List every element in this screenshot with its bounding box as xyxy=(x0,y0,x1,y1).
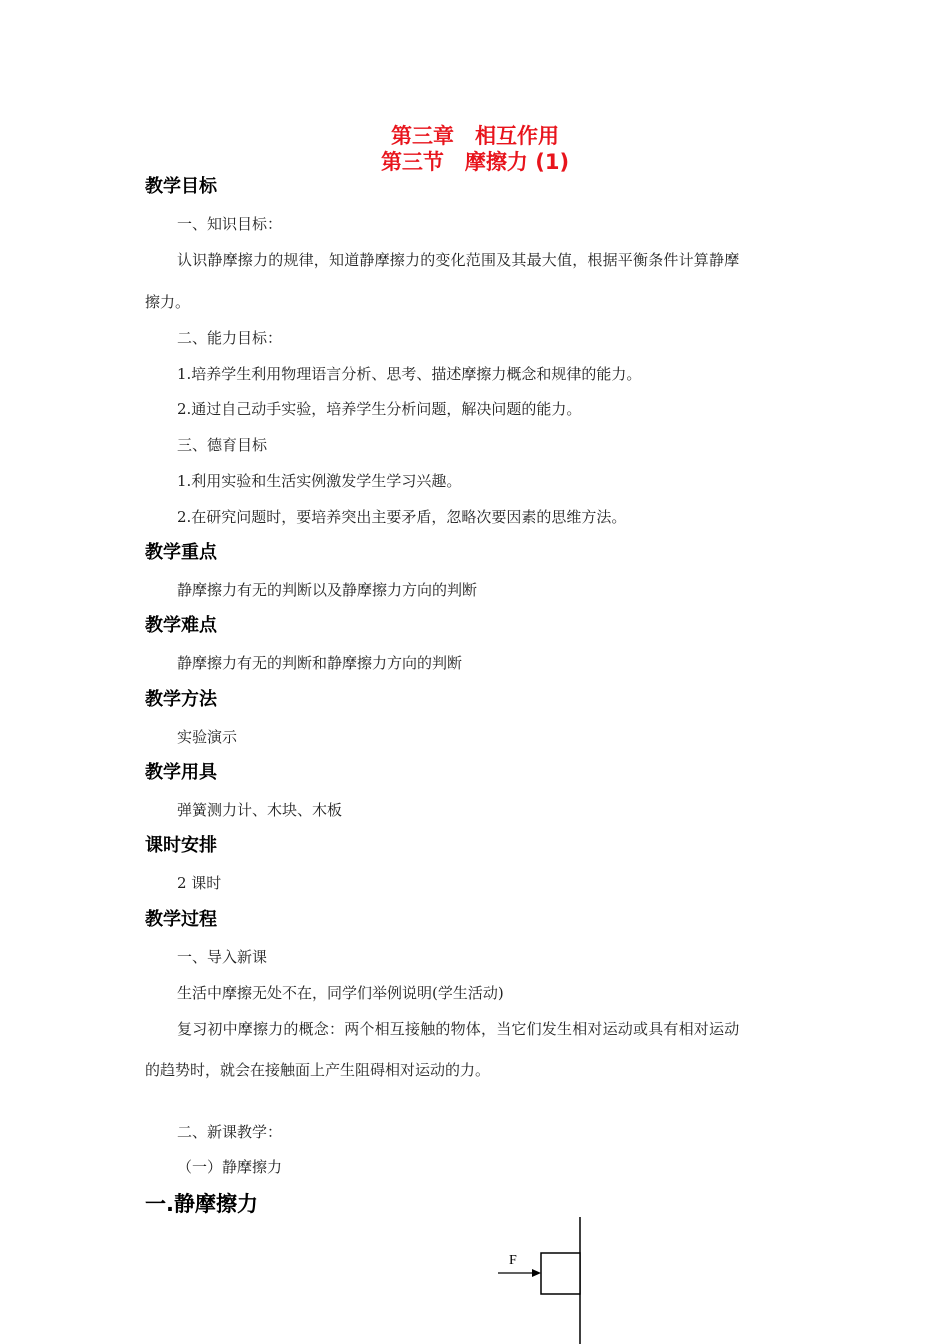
chapter-title: 第三章 相互作用 xyxy=(391,124,559,148)
key-points-heading: 教学重点 xyxy=(145,542,217,563)
force-label: F xyxy=(509,1253,517,1268)
schedule-heading: 课时安排 xyxy=(145,835,217,856)
section-title: 第三节 摩擦力 (1) xyxy=(380,150,570,174)
knowledge-objective-text-line2: 擦力。 xyxy=(145,293,191,311)
new-lesson-heading: 二、新课教学： xyxy=(177,1123,283,1141)
static-friction-subheading: （一）静摩擦力 xyxy=(177,1158,283,1176)
process-heading: 教学过程 xyxy=(145,909,217,930)
schedule-text: 2 课时 xyxy=(177,874,222,892)
key-points-text: 静摩擦力有无的判断以及静摩擦力方向的判断 xyxy=(177,581,478,599)
static-friction-section-heading: 一.静摩擦力 xyxy=(145,1192,258,1216)
method-heading: 教学方法 xyxy=(145,689,217,710)
tools-text: 弹簧测力计、木块、木板 xyxy=(177,801,343,819)
method-text: 实验演示 xyxy=(177,728,238,746)
moral-objective-heading: 三、德育目标 xyxy=(177,436,268,454)
ability-objective-heading: 二、能力目标： xyxy=(177,329,283,347)
objectives-heading: 教学目标 xyxy=(145,176,217,197)
tools-heading: 教学用具 xyxy=(145,762,217,783)
knowledge-objective-text-line1: 认识静摩擦力的规律，知道静摩擦力的变化范围及其最大值，根据平衡条件计算静摩 xyxy=(177,251,740,269)
knowledge-objective-heading: 一、知识目标： xyxy=(177,215,283,233)
intro-text-1: 生活中摩擦无处不在，同学们举例说明(学生活动) xyxy=(177,984,504,1002)
block xyxy=(541,1253,580,1294)
intro-heading: 一、导入新课 xyxy=(177,948,268,966)
difficulties-text: 静摩擦力有无的判断和静摩擦力方向的判断 xyxy=(177,654,463,672)
ability-objective-2: 2.通过自己动手实验，培养学生分析问题，解决问题的能力。 xyxy=(177,400,582,418)
force-diagram xyxy=(490,1215,600,1344)
moral-objective-2: 2.在研究问题时，要培养突出主要矛盾，忽略次要因素的思维方法。 xyxy=(177,508,627,526)
difficulties-heading: 教学难点 xyxy=(145,615,217,636)
intro-text-2-line1: 复习初中摩擦力的概念：两个相互接触的物体，当它们发生相对运动或具有相对运动 xyxy=(177,1020,740,1038)
moral-objective-1: 1.利用实验和生活实例激发学生学习兴趣。 xyxy=(177,472,462,490)
force-arrowhead xyxy=(532,1269,541,1277)
ability-objective-1: 1.培养学生利用物理语言分析、思考、描述摩擦力概念和规律的能力。 xyxy=(177,365,642,383)
intro-text-2-line2: 的趋势时，就会在接触面上产生阻碍相对运动的力。 xyxy=(145,1061,491,1079)
